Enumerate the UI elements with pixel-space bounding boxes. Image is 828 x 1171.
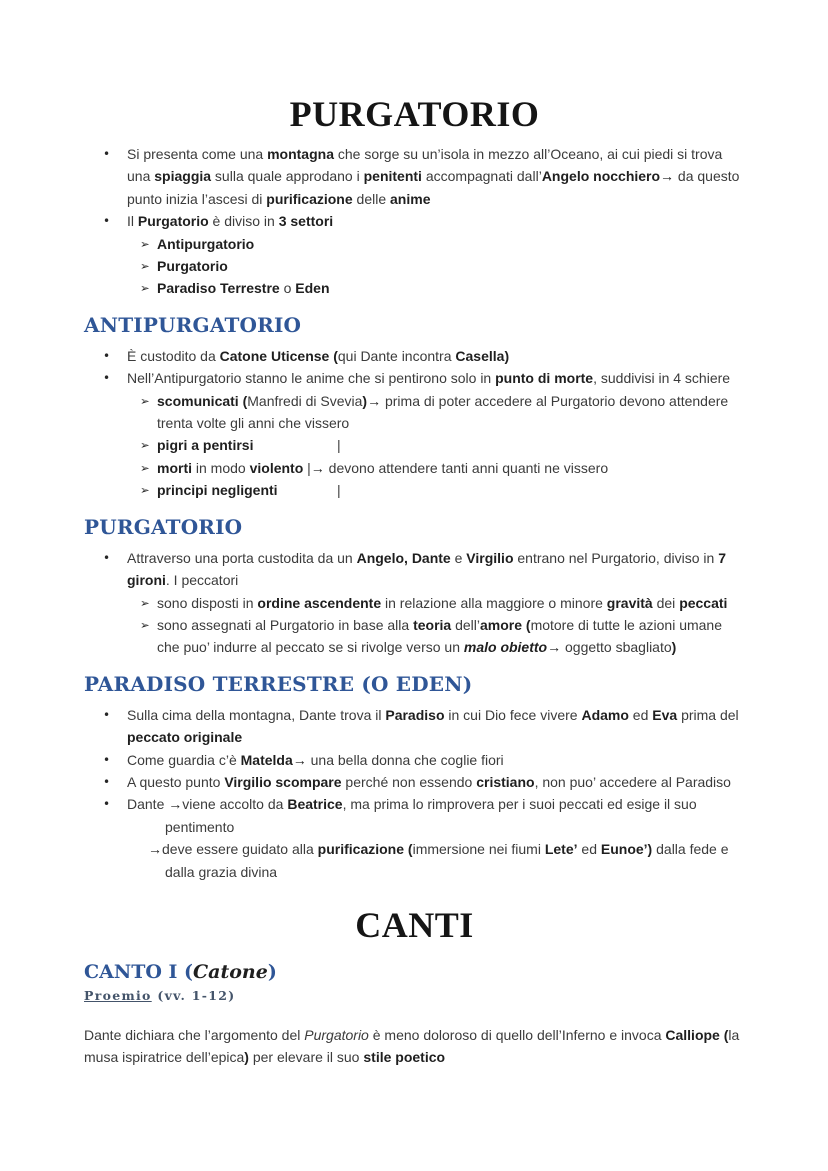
arrow-icon: → [547,639,562,656]
arrow-bullet-icon: ➢ [140,460,150,475]
arrow-icon: → [310,459,325,476]
canto-1-heading: CANTO I (Catone) [84,960,277,983]
line-text: sono assegnati al Purgatorio in base alla teoria dell’amore (motore di tutte le azioni umane che puo’ indurre al peccato se si rivolge verso un malo obietto→ oggetto sbagliato) [157,616,723,656]
section-list-paradiso-terrestre [84,704,745,883]
arrow-bullet-icon: ➢ [140,236,150,251]
section-paradiso-terrestre [84,672,745,883]
arrow-bullet-icon: ➢ [140,393,150,408]
line-text: Il Purgatorio è diviso in 3 settori [127,213,334,230]
arrow-icon: → [168,796,183,813]
line-text: scomunicati (Manfredi di Svevia)→ prima di poter accedere al Purgatorio devono attendere trenta volte gli anni che vissero [157,392,729,432]
arrow-icon: → [367,392,382,409]
section-heading-antipurgatorio: ANTIPURGATORIO [84,312,302,337]
bullet-item [84,210,745,232]
bullet-icon: • [103,707,111,722]
bullet-icon: • [103,797,111,812]
line-text: sono disposti in ordine ascendente in relazione alla maggiore o minore gravità dei peccati [157,594,728,611]
arrow-icon: → [148,841,162,858]
line-text: →deve essere guidato alla purificazione (immersione nei fiumi Lete’ ed Eunoe’) dalla fede e dalla grazia divina [148,841,729,880]
section-antipurgatorio [84,313,745,502]
sub-item [84,479,745,501]
arrow-bullet-icon: ➢ [140,281,150,296]
line-text: pigri a pentirsi | [157,437,341,454]
section-list-purgatorio [84,547,745,659]
sub-item [84,233,745,255]
line-text: pentimento [165,818,235,835]
bullet-item [84,547,745,592]
line-text: principi negligenti | [157,482,341,499]
line-text: Attraverso una porta custodita da un Angelo, Dante e Virgilio entrano nel Purgatorio, diviso in 7 gironi. I peccatori [127,549,726,589]
intro-list [84,143,745,300]
arrow-bullet-icon: ➢ [140,483,150,498]
bullet-icon: • [103,214,111,229]
canti-title: CANTI [355,904,474,945]
bullet-item [84,771,745,793]
line-text: Paradiso Terrestre o Eden [157,280,330,297]
line-text: Nell’Antipurgatorio stanno le anime che si pentirono solo in punto di morte, suddivisi in 4 schiere [127,370,731,387]
bullet-item [84,793,745,815]
line-text: Si presenta come una montagna che sorge su un’isola in mezzo all’Oceano, ai cui piedi si trova una spiaggia sulla quale approdano i penitenti accompagnati dall’Angelo nocchiero→ da questo punto inizia l’ascesi di purificazione delle anime [127,146,740,207]
bullet-icon: • [103,371,111,386]
arrow-icon: → [660,168,675,185]
section-heading-purgatorio: PURGATORIO [84,514,243,539]
bullet-item [84,367,745,389]
line-text: A questo punto Virgilio scompare perché non essendo cristiano, non puo’ accedere al Paradiso [127,773,731,790]
sub-item [84,614,745,659]
sub-item [84,434,745,456]
text-line [84,838,745,883]
proemio-subheading: Proemio (vv. 1-12) [84,987,236,1003]
sub-item [84,255,745,277]
bullet-icon: • [103,348,111,363]
bullet-item [84,345,745,367]
bullet-item [84,143,745,210]
arrow-bullet-icon: ➢ [140,617,150,632]
line-text: È custodito da Catone Uticense (qui Dante incontra Casella) [127,347,510,364]
bullet-icon: • [103,147,111,161]
sub-item [84,277,745,299]
bullet-icon: • [103,752,111,767]
document-title: PURGATORIO [289,94,540,134]
bullet-icon: • [103,550,111,565]
arrow-icon: → [292,751,307,768]
section-heading-paradiso-terrestre: PARADISO TERRESTRE (O EDEN) [84,671,473,696]
canto-1-summary: Dante dichiara che l’argomento del Purgatorio è meno doloroso di quello dell’Inferno e invoca Calliope (la musa ispiratrice dell’epica) per elevare il suo stile poetico [84,1026,740,1066]
line-text: Antipurgatorio [157,235,255,252]
arrow-bullet-icon: ➢ [140,595,150,610]
sub-item [84,390,745,435]
section-list-antipurgatorio [84,345,745,502]
line-text: Dante →viene accolto da Beatrice, ma prima lo rimprovera per i suoi peccati ed esige il suo [127,796,697,813]
bullet-icon: • [103,774,111,789]
arrow-bullet-icon: ➢ [140,438,150,453]
bullet-item [84,704,745,749]
sub-item [84,592,745,614]
line-text: Purgatorio [157,258,228,275]
section-purgatorio [84,515,745,659]
arrow-bullet-icon: ➢ [140,259,150,274]
line-text: Sulla cima della montagna, Dante trova il Paradiso in cui Dio fece vivere Adamo ed Eva prima del peccato originale [127,706,739,746]
text-line [84,816,745,838]
bullet-item [84,749,745,771]
line-text: Come guardia c’è Matelda→ una bella donna che coglie fiori [127,751,504,768]
line-text: morti in modo violento |→ devono attendere tanti anni quanti ne vissero [157,459,609,476]
sub-item [84,457,745,479]
